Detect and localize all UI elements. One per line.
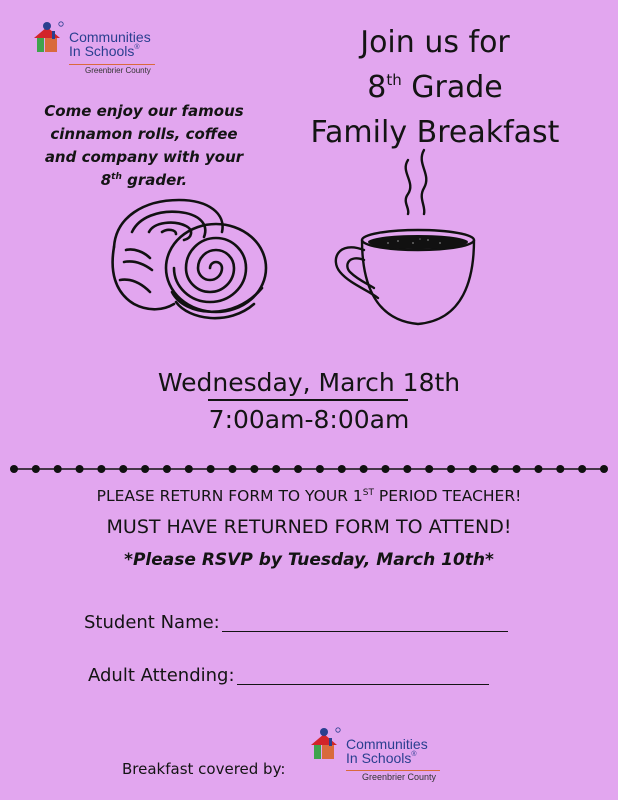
adult-attending-blank[interactable] (237, 664, 489, 685)
logo-line2: In Schools (69, 43, 135, 59)
cinnamon-rolls-illustration (104, 192, 274, 330)
divider-dot (513, 465, 521, 473)
divider-dot (272, 465, 280, 473)
divider-dot (360, 465, 368, 473)
headline-line2: 8th Grade (367, 70, 503, 105)
intro-line4: 8th grader. (100, 171, 188, 189)
logo-line3: Greenbrier County (69, 64, 155, 75)
divider-dot (556, 465, 564, 473)
divider-dot (338, 465, 346, 473)
cis-logo-bottom (307, 725, 440, 784)
event-time: 7:00am-8:00am (208, 405, 410, 434)
divider-dot (425, 465, 433, 473)
divider-dot (316, 465, 324, 473)
divider-dot (381, 465, 389, 473)
logo-line2: In Schools (346, 750, 412, 766)
divider-dot (10, 465, 18, 473)
school-house-logo-icon (30, 20, 66, 54)
headline-line1: Join us for (360, 25, 510, 60)
divider-dot (600, 465, 608, 473)
return-form-instruction: PLEASE RETURN FORM TO YOUR 1ST PERIOD TEACHER! (96, 487, 522, 505)
rsvp-deadline: *Please RSVP by Tuesday, March 10th* (124, 550, 494, 570)
divider-dot (185, 465, 193, 473)
event-date: Wednesday, March 18th (157, 368, 461, 397)
adult-attending-label: Adult Attending: (88, 665, 235, 686)
logo-line3: Greenbrier County (346, 770, 440, 782)
divider-dot (294, 465, 302, 473)
divider-dot (534, 465, 542, 473)
intro-line1: Come enjoy our famous (44, 102, 244, 120)
must-return-notice: MUST HAVE RETURNED FORM TO ATTEND! (106, 516, 512, 538)
intro-line2: cinnamon rolls, coffee (50, 125, 238, 143)
divider-dot (447, 465, 455, 473)
divider-dot (32, 465, 40, 473)
date-underline (208, 399, 408, 401)
coffee-cup-illustration (328, 148, 494, 330)
adult-attending-field[interactable] (88, 663, 489, 689)
divider-dot (491, 465, 499, 473)
intro-text (30, 100, 258, 192)
divider-dot (250, 465, 258, 473)
logo-registered: ® (134, 44, 140, 51)
divider-dot (163, 465, 171, 473)
divider-dot (119, 465, 127, 473)
breakfast-covered-by: Breakfast covered by: (122, 760, 286, 778)
divider-dot (97, 465, 105, 473)
student-name-field[interactable] (84, 610, 508, 636)
divider-dot (578, 465, 586, 473)
divider-dot (469, 465, 477, 473)
logo-line1: Communities (69, 29, 151, 45)
school-house-logo-icon (307, 725, 343, 761)
divider-dot (229, 465, 237, 473)
logo-registered: ® (411, 751, 417, 758)
headline-line3: Family Breakfast (310, 115, 560, 150)
divider-dot (76, 465, 84, 473)
student-name-label: Student Name: (84, 612, 220, 633)
intro-line3: and company with your (44, 148, 244, 166)
divider-dot (207, 465, 215, 473)
student-name-blank[interactable] (222, 611, 508, 632)
divider-dot (141, 465, 149, 473)
headline (285, 20, 585, 155)
divider-dot (54, 465, 62, 473)
divider-dot (403, 465, 411, 473)
logo-line1: Communities (346, 736, 428, 752)
dotted-divider (10, 462, 608, 476)
cis-logo-top (30, 20, 155, 77)
